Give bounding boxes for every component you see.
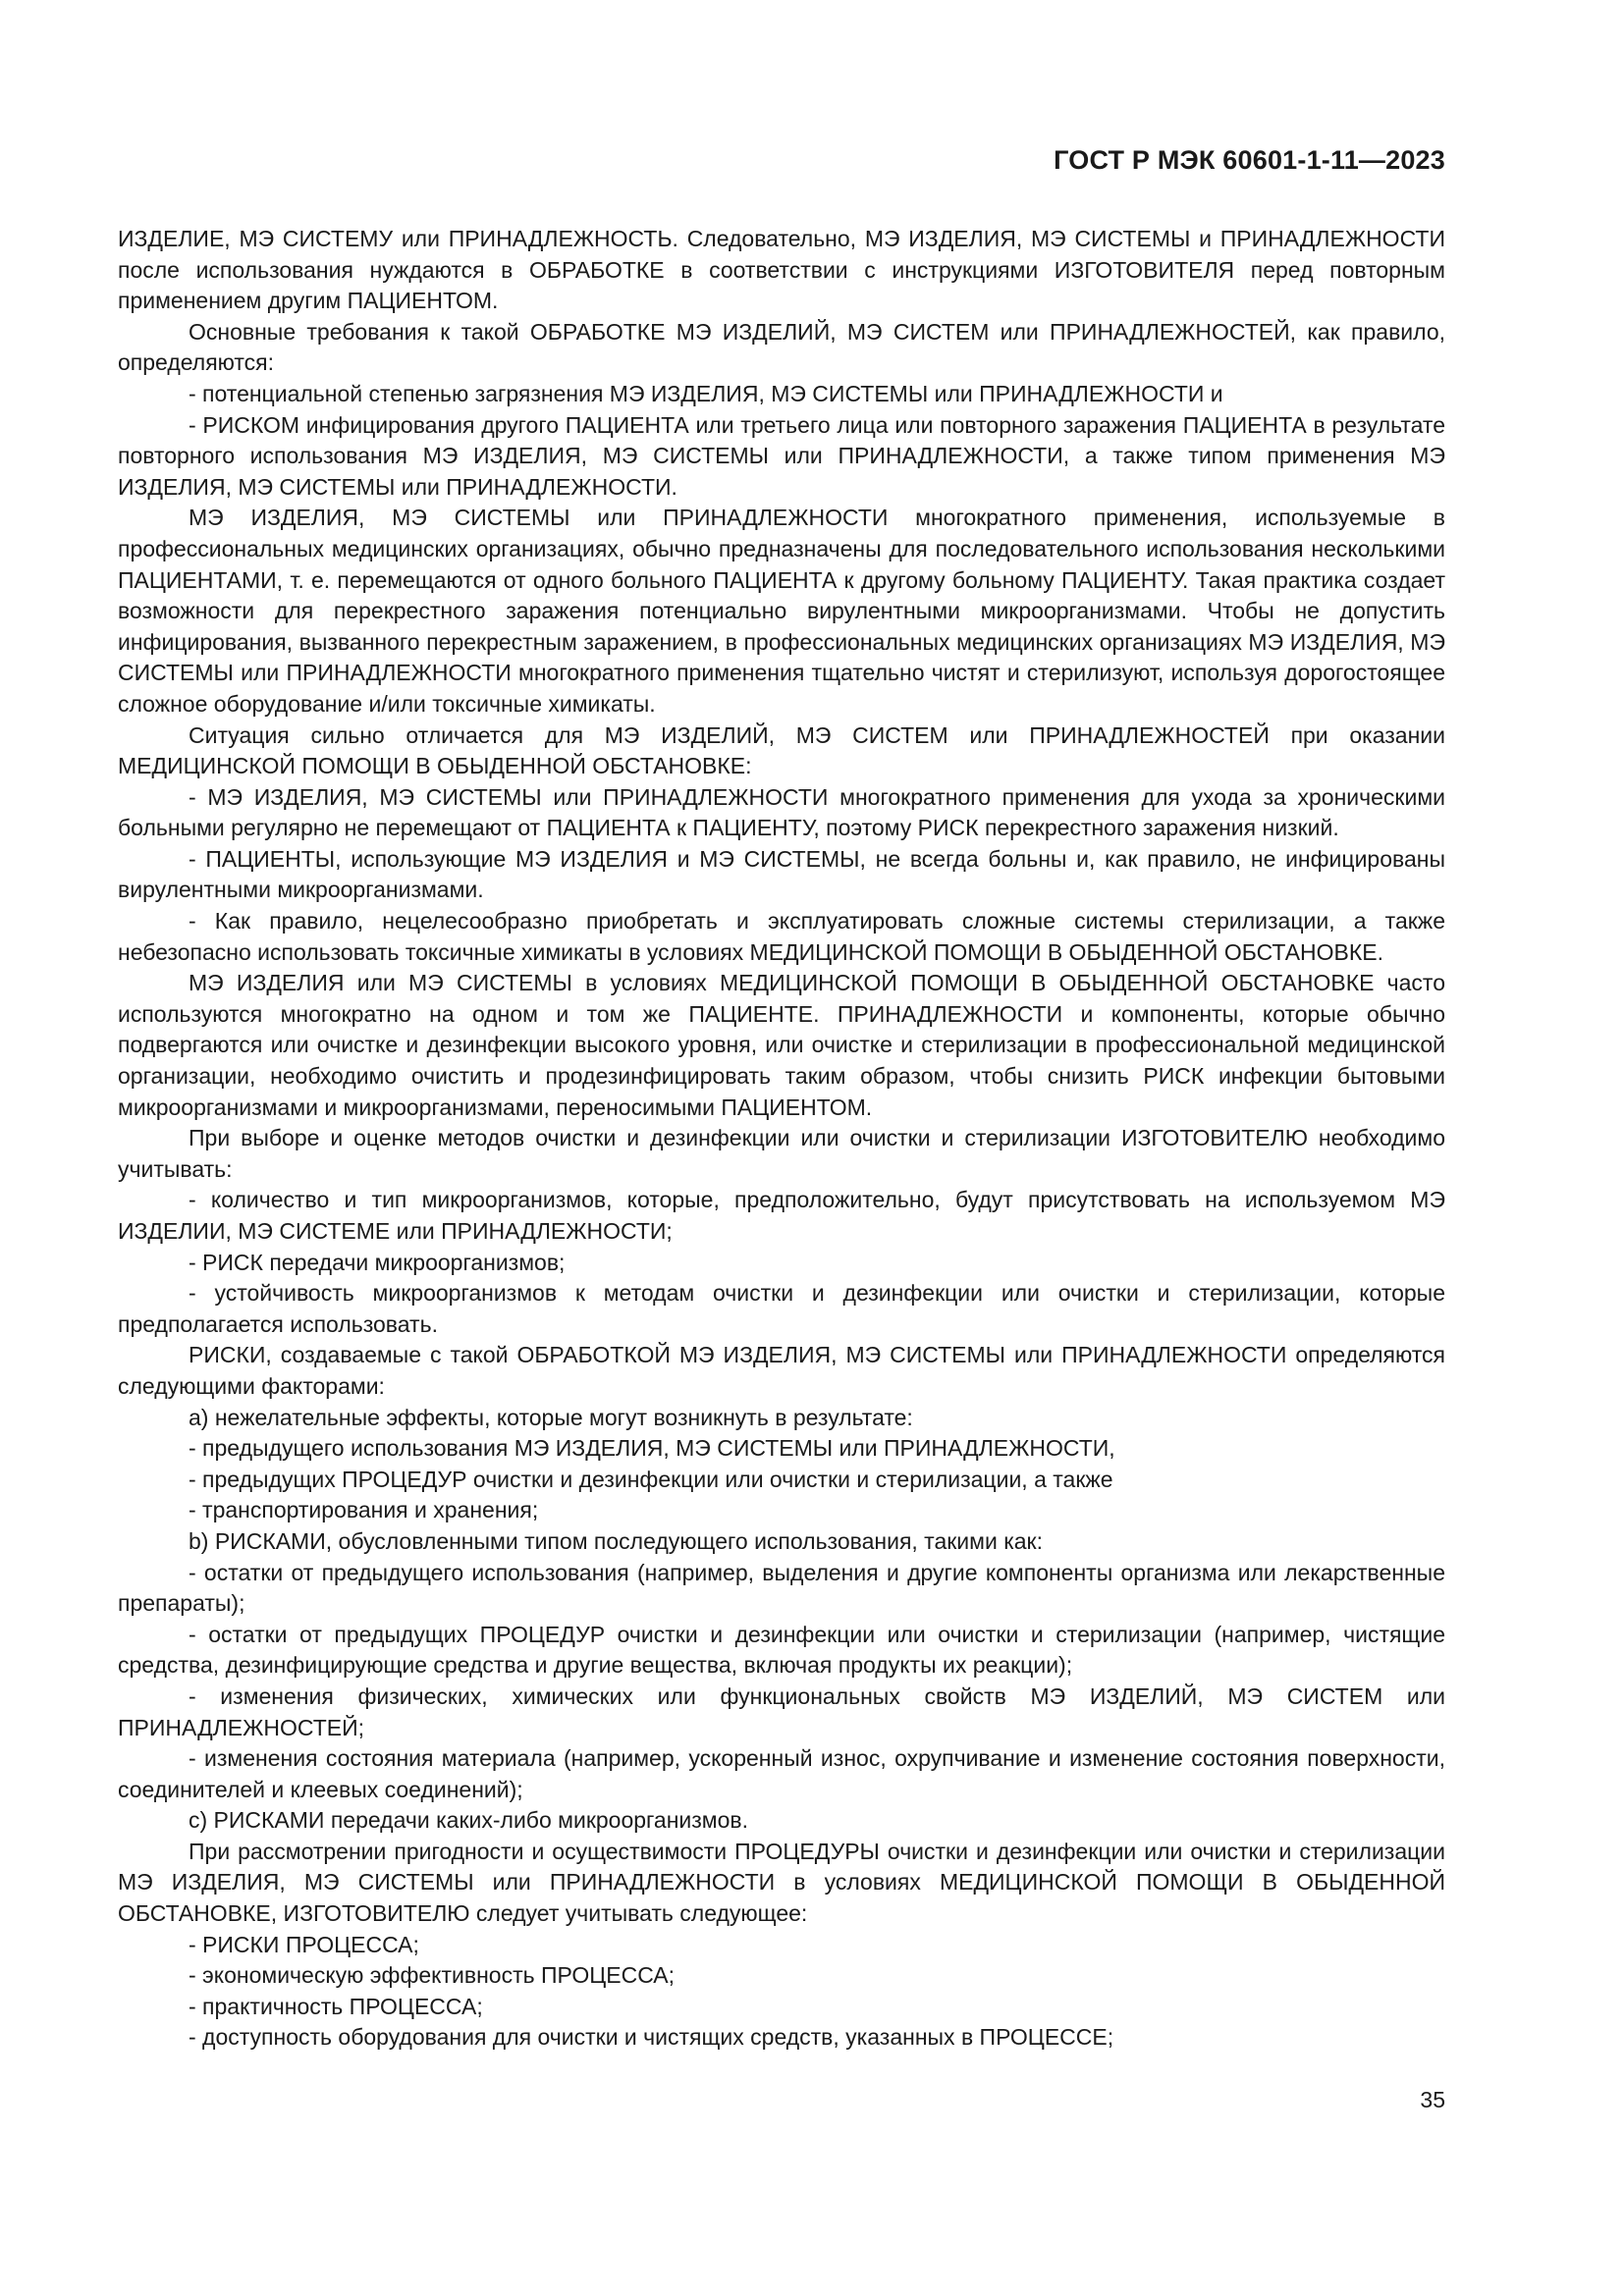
list-item: - остатки от предыдущих ПРОЦЕДУР очистки и дезинфекции или очистки и стерилизации (например, чистящие средства, дезинфицирующие средства и другие вещества, включая продукты их реакции); [118, 1621, 1445, 1679]
paragraph: МЭ ИЗДЕЛИЯ или МЭ СИСТЕМЫ в условиях МЕДИЦИНСКОЙ ПОМОЩИ В ОБЫДЕННОЙ ОБСТАНОВКЕ часто используются многократно на одном и том же ПАЦИЕНТЕ. ПРИНАДЛЕЖНОСТИ и компоненты, которые обычно подвергаются или очистке и дезинфекции высокого уровня, или очистке и стерилизации в профессиональной медицинской организации, необходимо очистить и продезинфицировать таким образом, чтобы снизить РИСК инфекции бытовыми микроорганизмами и микроорганизмами, переносимыми ПАЦИЕНТОМ. [118, 970, 1445, 1120]
list-item: - ПАЦИЕНТЫ, использующие МЭ ИЗДЕЛИЯ и МЭ СИСТЕМЫ, не всегда больны и, как правило, не инфицированы вирулентными микроорганизмами. [118, 845, 1445, 903]
paragraph: ИЗДЕЛИЕ, МЭ СИСТЕМУ или ПРИНАДЛЕЖНОСТЬ. Следовательно, МЭ ИЗДЕЛИЯ, МЭ СИСТЕМЫ и ПРИНАДЛЕЖНОСТИ после использования нуждаются в ОБРАБОТКЕ в соответствии с инструкциями ИЗГОТОВИТЕЛЯ перед повторным применением другим ПАЦИЕНТОМ. [118, 226, 1445, 314]
paragraph: Основные требования к такой ОБРАБОТКЕ МЭ ИЗДЕЛИЙ, МЭ СИСТЕМ или ПРИНАДЛЕЖНОСТЕЙ, как правило, определяются: [118, 318, 1445, 376]
list-item: - МЭ ИЗДЕЛИЯ, МЭ СИСТЕМЫ или ПРИНАДЛЕЖНОСТИ многократного применения для ухода за хроническими больными регулярно не перемещают от ПАЦИЕНТА к ПАЦИЕНТУ, поэтому РИСК перекрестного заражения низкий. [118, 783, 1445, 841]
list-item: - Как правило, нецелесообразно приобретать и эксплуатировать сложные системы стерилизации, а также небезопасно использовать токсичные химикаты в условиях МЕДИЦИНСКОЙ ПОМОЩИ В ОБЫДЕННОЙ ОБСТАНОВКЕ. [118, 908, 1445, 965]
paragraph: Ситуация сильно отличается для МЭ ИЗДЕЛИЙ, МЭ СИСТЕМ или ПРИНАДЛЕЖНОСТЕЙ при оказании МЕДИЦИНСКОЙ ПОМОЩИ В ОБЫДЕННОЙ ОБСТАНОВКЕ: [118, 721, 1445, 779]
list-item: - транспортирования и хранения; [189, 1497, 539, 1523]
list-item: - потенциальной степенью загрязнения МЭ ИЗДЕЛИЯ, МЭ СИСТЕМЫ или ПРИНАДЛЕЖНОСТИ и [189, 380, 1223, 406]
page-number: 35 [1420, 2087, 1445, 2112]
list-item: - остатки от предыдущего использования (например, выделения и другие компоненты организма или лекарственные препараты); [118, 1559, 1445, 1617]
list-item: c) РИСКАМИ передачи каких-либо микроорганизмов. [189, 1807, 749, 1834]
paragraph: РИСКИ, создаваемые с такой ОБРАБОТКОЙ МЭ ИЗДЕЛИЯ, МЭ СИСТЕМЫ или ПРИНАДЛЕЖНОСТИ определяются следующими факторами: [118, 1342, 1445, 1399]
list-item: - устойчивость микроорганизмов к методам очистки и дезинфекции или очистки и стерилизации, которые предполагается использовать. [118, 1280, 1445, 1337]
paragraph: МЭ ИЗДЕЛИЯ, МЭ СИСТЕМЫ или ПРИНАДЛЕЖНОСТИ многократного применения, используемые в профессиональных медицинских организациях, обычно предназначены для последовательного использования несколькими ПАЦИЕНТАМИ, т. е. перемещаются от одного больного ПАЦИЕНТА к другому больному ПАЦИЕНТУ. Такая практика создает возможности для перекрестного заражения потенциально вирулентными микроорганизмами. Чтобы не допустить инфицирования, вызванного перекрестным заражением, в профессиональных медицинских организациях МЭ ИЗДЕЛИЯ, МЭ СИСТЕМЫ или ПРИНАДЛЕЖНОСТИ многократного применения тщательно чистят и стерилизуют, используя дорогостоящее сложное оборудование и/или токсичные химикаты. [118, 505, 1445, 717]
list-item: b) РИСКАМИ, обусловленными типом последующего использования, такими как: [189, 1527, 1044, 1554]
list-item: a) нежелательные эффекты, которые могут возникнуть в результате: [189, 1404, 913, 1430]
list-item: - практичность ПРОЦЕССА; [189, 1993, 483, 2019]
list-item: - изменения состояния материала (например, ускоренный износ, охрупчивание и изменение состояния поверхности, соединителей и клеевых соединений); [118, 1745, 1445, 1802]
list-item: - РИСКИ ПРОЦЕССА; [189, 1931, 419, 1957]
document-body [118, 224, 1445, 2054]
list-item: - экономическую эффективность ПРОЦЕССА; [189, 1962, 676, 1989]
list-item: - изменения физических, химических или функциональных свойств МЭ ИЗДЕЛИЙ, МЭ СИСТЕМ или ПРИНАДЛЕЖНОСТЕЙ; [118, 1682, 1445, 1740]
list-item: - доступность оборудования для очистки и чистящих средств, указанных в ПРОЦЕССЕ; [189, 2024, 1114, 2051]
list-item: - количество и тип микроорганизмов, которые, предположительно, будут присутствовать на используемом МЭ ИЗДЕЛИИ, МЭ СИСТЕМЕ или ПРИНАДЛЕЖНОСТИ; [118, 1187, 1445, 1244]
list-item: - РИСК передачи микроорганизмов; [189, 1249, 566, 1275]
paragraph: При выборе и оценке методов очистки и дезинфекции или очистки и стерилизации ИЗГОТОВИТЕЛЮ необходимо учитывать: [118, 1125, 1445, 1182]
list-item: - предыдущего использования МЭ ИЗДЕЛИЯ, МЭ СИСТЕМЫ или ПРИНАДЛЕЖНОСТИ, [189, 1435, 1115, 1462]
list-item: - РИСКОМ инфицирования другого ПАЦИЕНТА или третьего лица или повторного заражения ПАЦИЕНТА в результате повторного использования МЭ ИЗДЕЛИЯ, МЭ СИСТЕМЫ или ПРИНАДЛЕЖНОСТИ, а также типом применения МЭ ИЗДЕЛИЯ, МЭ СИСТЕМЫ или ПРИНАДЛЕЖНОСТИ. [118, 411, 1445, 500]
standard-header: ГОСТ Р МЭК 60601-1-11—2023 [1054, 145, 1445, 175]
list-item: - предыдущих ПРОЦЕДУР очистки и дезинфекции или очистки и стерилизации, а также [189, 1466, 1113, 1492]
paragraph: При рассмотрении пригодности и осуществимости ПРОЦЕДУРЫ очистки и дезинфекции или очистки и стерилизации МЭ ИЗДЕЛИЯ, МЭ СИСТЕМЫ или ПРИНАДЛЕЖНОСТИ в условиях МЕДИЦИНСКОЙ ПОМОЩИ В ОБЫДЕННОЙ ОБСТАНОВКЕ, ИЗГОТОВИТЕЛЮ следует учитывать следующее: [118, 1838, 1445, 1927]
